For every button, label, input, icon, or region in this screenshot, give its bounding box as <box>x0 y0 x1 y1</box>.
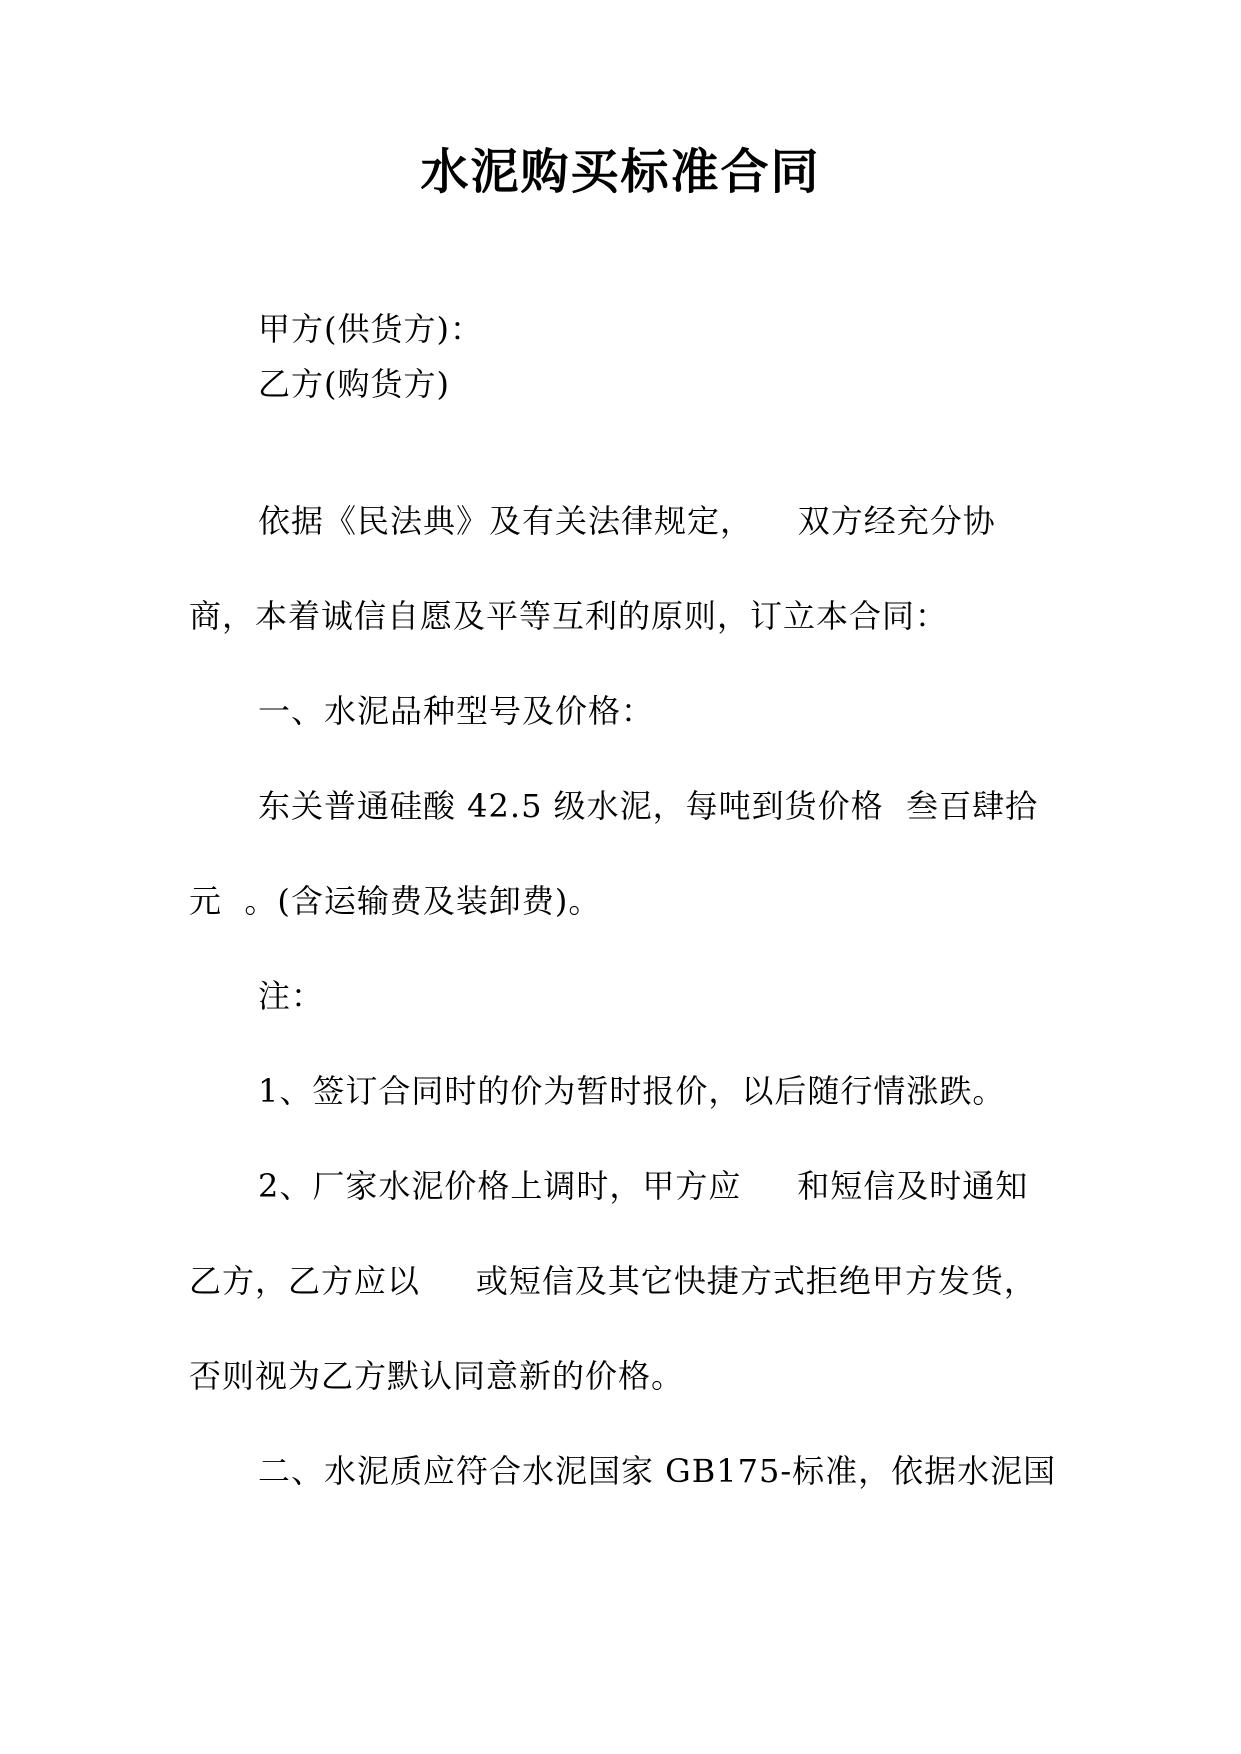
document-title: 水泥购买标准合同 <box>420 144 821 200</box>
party-a-line: 甲方(供货方)： <box>258 310 483 348</box>
price-line-1: 东关普通硅酸 42.5 级水泥，每吨到货价格 叁百肆拾 <box>258 787 1038 825</box>
note-2-line-3: 否则视为乙方默认同意新的价格。 <box>189 1357 685 1395</box>
party-b-line: 乙方(购货方) <box>258 365 450 403</box>
note-2-line-2: 乙方，乙方应以 或短信及其它快捷方式拒绝甲方发货， <box>189 1262 1037 1300</box>
section-2-line-1: 二、水泥质应符合水泥国家 GB175-标准，依据水泥国 <box>258 1452 1057 1490</box>
note-heading: 注： <box>258 977 325 1015</box>
preamble-line-2: 商，本着诚信自愿及平等互利的原则，订立本合同： <box>189 597 949 635</box>
preamble-line-1: 依据《民法典》及有关法律规定， 双方经充分协 <box>258 502 996 540</box>
price-line-2: 元 。(含运输费及装卸费)。 <box>189 882 602 920</box>
note-2-line-1: 2、厂家水泥价格上调时，甲方应 和短信及时通知 <box>258 1167 1029 1205</box>
note-1: 1、签订合同时的价为暂时报价，以后随行情涨跌。 <box>258 1072 1006 1110</box>
section-1-heading: 一、水泥品种型号及价格： <box>258 692 655 730</box>
